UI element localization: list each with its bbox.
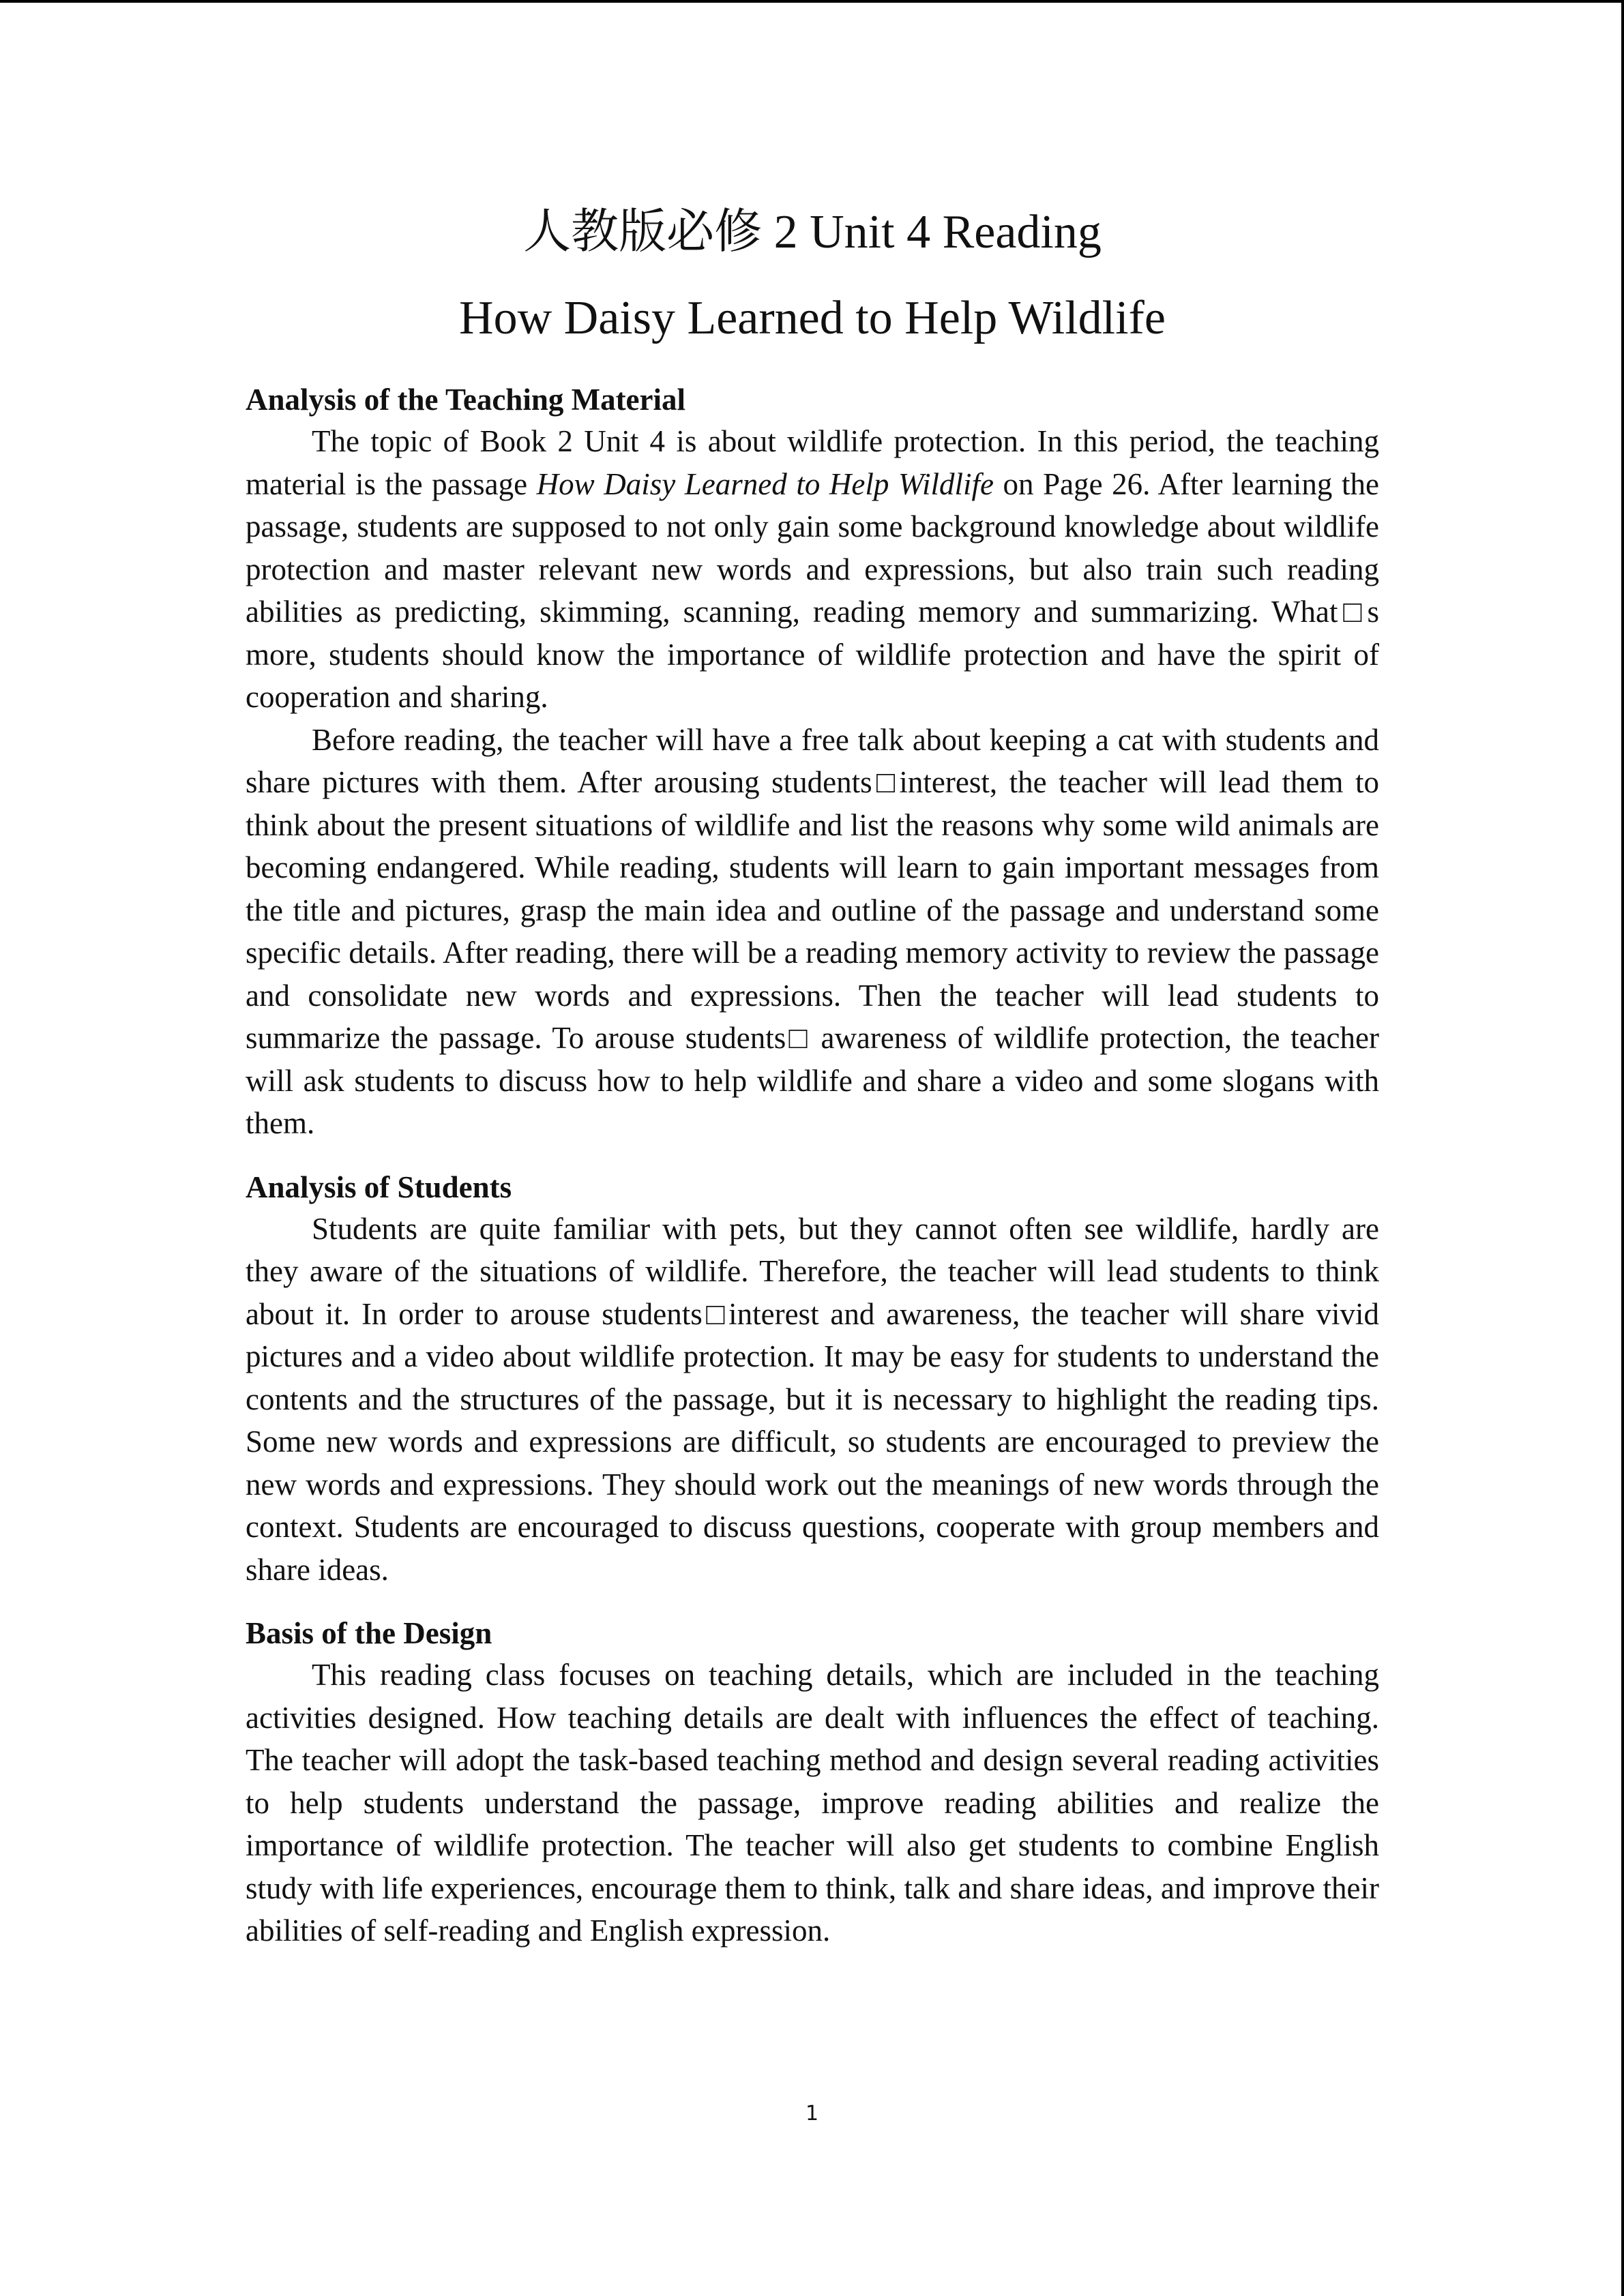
paragraph: Students are quite familiar with pets, but they cannot often see wildlife, hardly are they aware of the situations of wildlife. Therefore, the teacher will lead students to think about it. In order to arouse students□interest and awareness, the teacher will share vivid pictures and a video about wildlife protection. It may be easy for students to understand the contents and the structures of the passage, but it is necessary to highlight the reading tips. Some new words and expressions are difficult, so students are encouraged to preview the new words and expressions. They should work out the meanings of new words through the context. Students are encouraged to discuss questions, cooperate with group members and share ideas. (246, 1211, 1379, 1587)
paragraph (246, 420, 1379, 719)
section-heading: Analysis of the Teaching Material (246, 383, 686, 417)
paragraph-text: on Page 26. After learning the passage, students are supposed to not only gain some background knowledge about wildlife protection and master relevant new words and expressions, but also train such reading abilities as predicting, skimming, scanning, reading memory and summarizing. What□s more, students should know the importance of wildlife protection and have the spirit of cooperation and sharing. (246, 466, 1379, 714)
section-teaching-material (246, 379, 1379, 1145)
passage-title-italic: How Daisy Learned to Help Wildlife (536, 466, 994, 501)
document-page (246, 202, 1379, 1952)
page-right-border (1621, 0, 1624, 2296)
page-number: 1 (805, 2102, 819, 2126)
paragraph-text: The topic of Book 2 Unit 4 is about wildlife protection. In this period, the teaching material is the passage (246, 424, 1379, 501)
section-spacer (246, 1591, 1379, 1613)
section-students (246, 1167, 1379, 1592)
document-title: 人教版必修 2 Unit 4 Reading (523, 206, 1102, 258)
paragraph: This reading class focuses on teaching details, which are included in the teaching activities designed. How teaching details are dealt with influences the effect of teaching. The teacher will adopt the task-based teaching method and design several reading activities to help students understand the passage, improve reading abilities and realize the importance of wildlife protection. The teacher will also get students to combine English study with life experiences, encourage them to think, talk and share ideas, and improve their abilities of self-reading and English expression. (246, 1658, 1379, 1948)
page-top-border (0, 0, 1624, 3)
document-subtitle: How Daisy Learned to Help Wildlife (459, 292, 1166, 344)
section-heading: Basis of the Design (246, 1616, 492, 1650)
section-heading: Analysis of Students (246, 1169, 512, 1204)
paragraph: Before reading, the teacher will have a free talk about keeping a cat with students and share pictures with them. After arousing students□interest, the teacher will lead them to think about the present situations of wildlife and list the reasons why some wild animals are becoming endangered. While reading, students will learn to gain important messages from the title and pictures, grasp the main idea and outline of the passage and understand some specific details. After reading, there will be a reading memory activity to review the passage and consolidate new words and expressions. Then the teacher will lead students to summarize the passage. To arouse students□ awareness of wildlife protection, the teacher will ask students to discuss how to help wildlife and share a video and some slogans with them. (246, 722, 1379, 1140)
section-spacer (246, 1145, 1379, 1167)
section-design-basis (246, 1613, 1379, 1952)
